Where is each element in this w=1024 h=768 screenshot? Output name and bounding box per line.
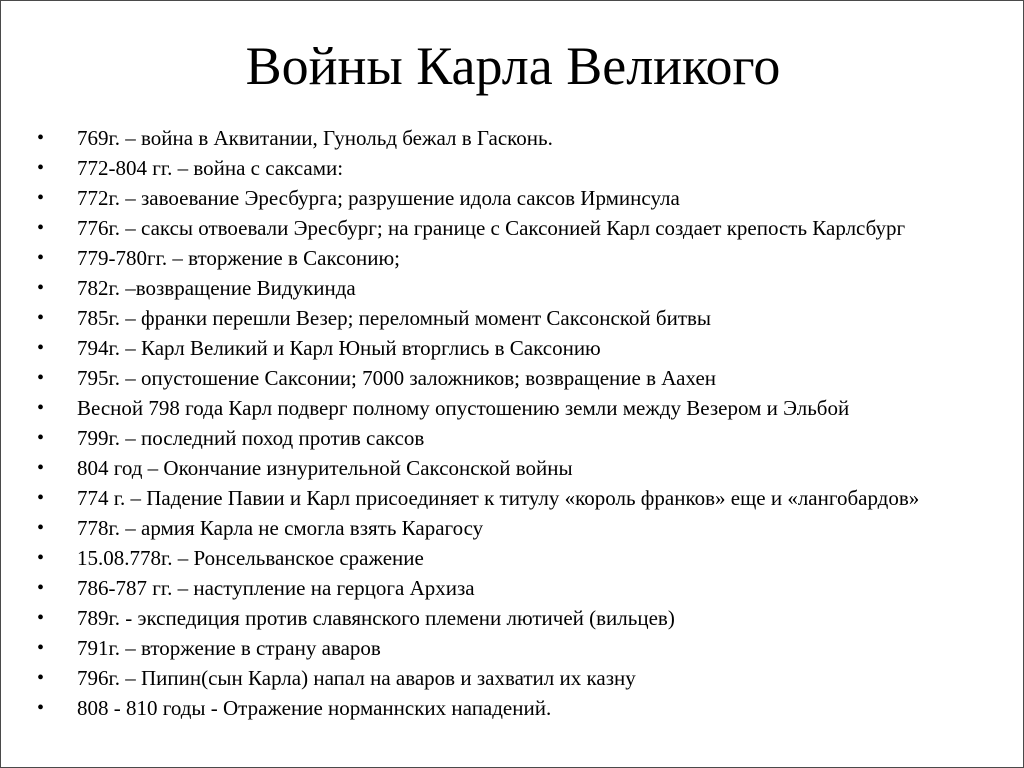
- bullet-icon: •: [37, 307, 45, 329]
- list-item-text: 15.08.778г. – Ронсельванское сражение: [77, 546, 424, 570]
- list-item-text: 791г. – вторжение в страну аваров: [77, 636, 381, 660]
- bullet-icon: •: [37, 367, 45, 389]
- list-item: [29, 483, 919, 513]
- list-item: [29, 603, 919, 633]
- list-item: [29, 123, 919, 153]
- list-item: [29, 513, 919, 543]
- list-item: [29, 363, 919, 393]
- list-item: [29, 423, 919, 453]
- bullet-icon: •: [37, 697, 45, 719]
- list-item: [29, 243, 919, 273]
- list-item-text: Весной 798 года Карл подверг полному опустошению земли между Везером и Эльбой: [77, 396, 850, 420]
- bullet-list: [29, 123, 919, 723]
- list-item: [29, 153, 919, 183]
- list-item: [29, 663, 919, 693]
- bullet-icon: •: [37, 547, 45, 569]
- list-item-text: 778г. – армия Карла не смогла взять Карагосу: [77, 516, 484, 540]
- bullet-icon: •: [37, 397, 45, 419]
- list-item-text: 772г. – завоевание Эресбурга; разрушение идола саксов Ирминсула: [77, 186, 680, 210]
- list-item-text: 779-780гг. – вторжение в Саксонию;: [77, 246, 400, 270]
- list-item-text: 799г. – последний поход против саксов: [77, 426, 425, 450]
- bullet-icon: •: [37, 127, 45, 149]
- list-item: [29, 333, 919, 363]
- list-item: [29, 213, 919, 243]
- bullet-icon: •: [37, 457, 45, 479]
- bullet-icon: •: [37, 487, 45, 509]
- bullet-icon: •: [37, 157, 45, 179]
- list-item: [29, 543, 919, 573]
- bullet-icon: •: [37, 667, 45, 689]
- list-item-text: 786-787 гг. – наступление на герцога Архиза: [77, 576, 475, 600]
- list-item: [29, 453, 919, 483]
- list-item-text: 774 г. – Падение Павии и Карл присоединяет к титулу «король франков» еще и «лангобардов»: [77, 486, 920, 510]
- list-item-text: 795г. – опустошение Саксонии; 7000 заложников; возвращение в Аахен: [77, 366, 717, 390]
- list-item-text: 794г. – Карл Великий и Карл Юный вторглись в Саксонию: [77, 336, 601, 360]
- bullet-icon: •: [37, 277, 45, 299]
- list-item-text: 769г. – война в Аквитании, Гунольд бежал в Гасконь.: [77, 126, 553, 150]
- bullet-icon: •: [37, 517, 45, 539]
- bullet-icon: •: [37, 577, 45, 599]
- slide-title: Войны Карла Великого: [245, 36, 781, 96]
- bullet-icon: •: [37, 607, 45, 629]
- list-item: [29, 573, 919, 603]
- list-item: [29, 183, 919, 213]
- list-item: [29, 303, 919, 333]
- bullet-icon: •: [37, 247, 45, 269]
- list-item-text: 772-804 гг. – война с саксами:: [77, 156, 344, 180]
- bullet-icon: •: [37, 427, 45, 449]
- list-item: [29, 273, 919, 303]
- bullet-icon: •: [37, 187, 45, 209]
- bullet-icon: •: [37, 217, 45, 239]
- list-item-text: 804 год – Окончание изнурительной Саксонской войны: [77, 456, 573, 480]
- list-item-text: 796г. – Пипин(сын Карла) напал на аваров и захватил их казну: [77, 666, 636, 690]
- list-item: [29, 393, 919, 423]
- bullet-icon: •: [37, 637, 45, 659]
- list-item-text: 808 - 810 годы - Отражение норманнских нападений.: [77, 696, 552, 720]
- list-item: [29, 693, 919, 723]
- list-item-text: 789г. - экспедиция против славянского племени лютичей (вильцев): [77, 606, 675, 630]
- list-item: [29, 633, 919, 663]
- list-item-text: 785г. – франки перешли Везер; переломный момент Саксонской битвы: [77, 306, 712, 330]
- list-item-text: 776г. – саксы отвоевали Эресбург; на границе с Саксонией Карл создает крепость Карлсбург: [77, 216, 906, 240]
- list-item-text: 782г. –возвращение Видукинда: [77, 276, 356, 300]
- bullet-icon: •: [37, 337, 45, 359]
